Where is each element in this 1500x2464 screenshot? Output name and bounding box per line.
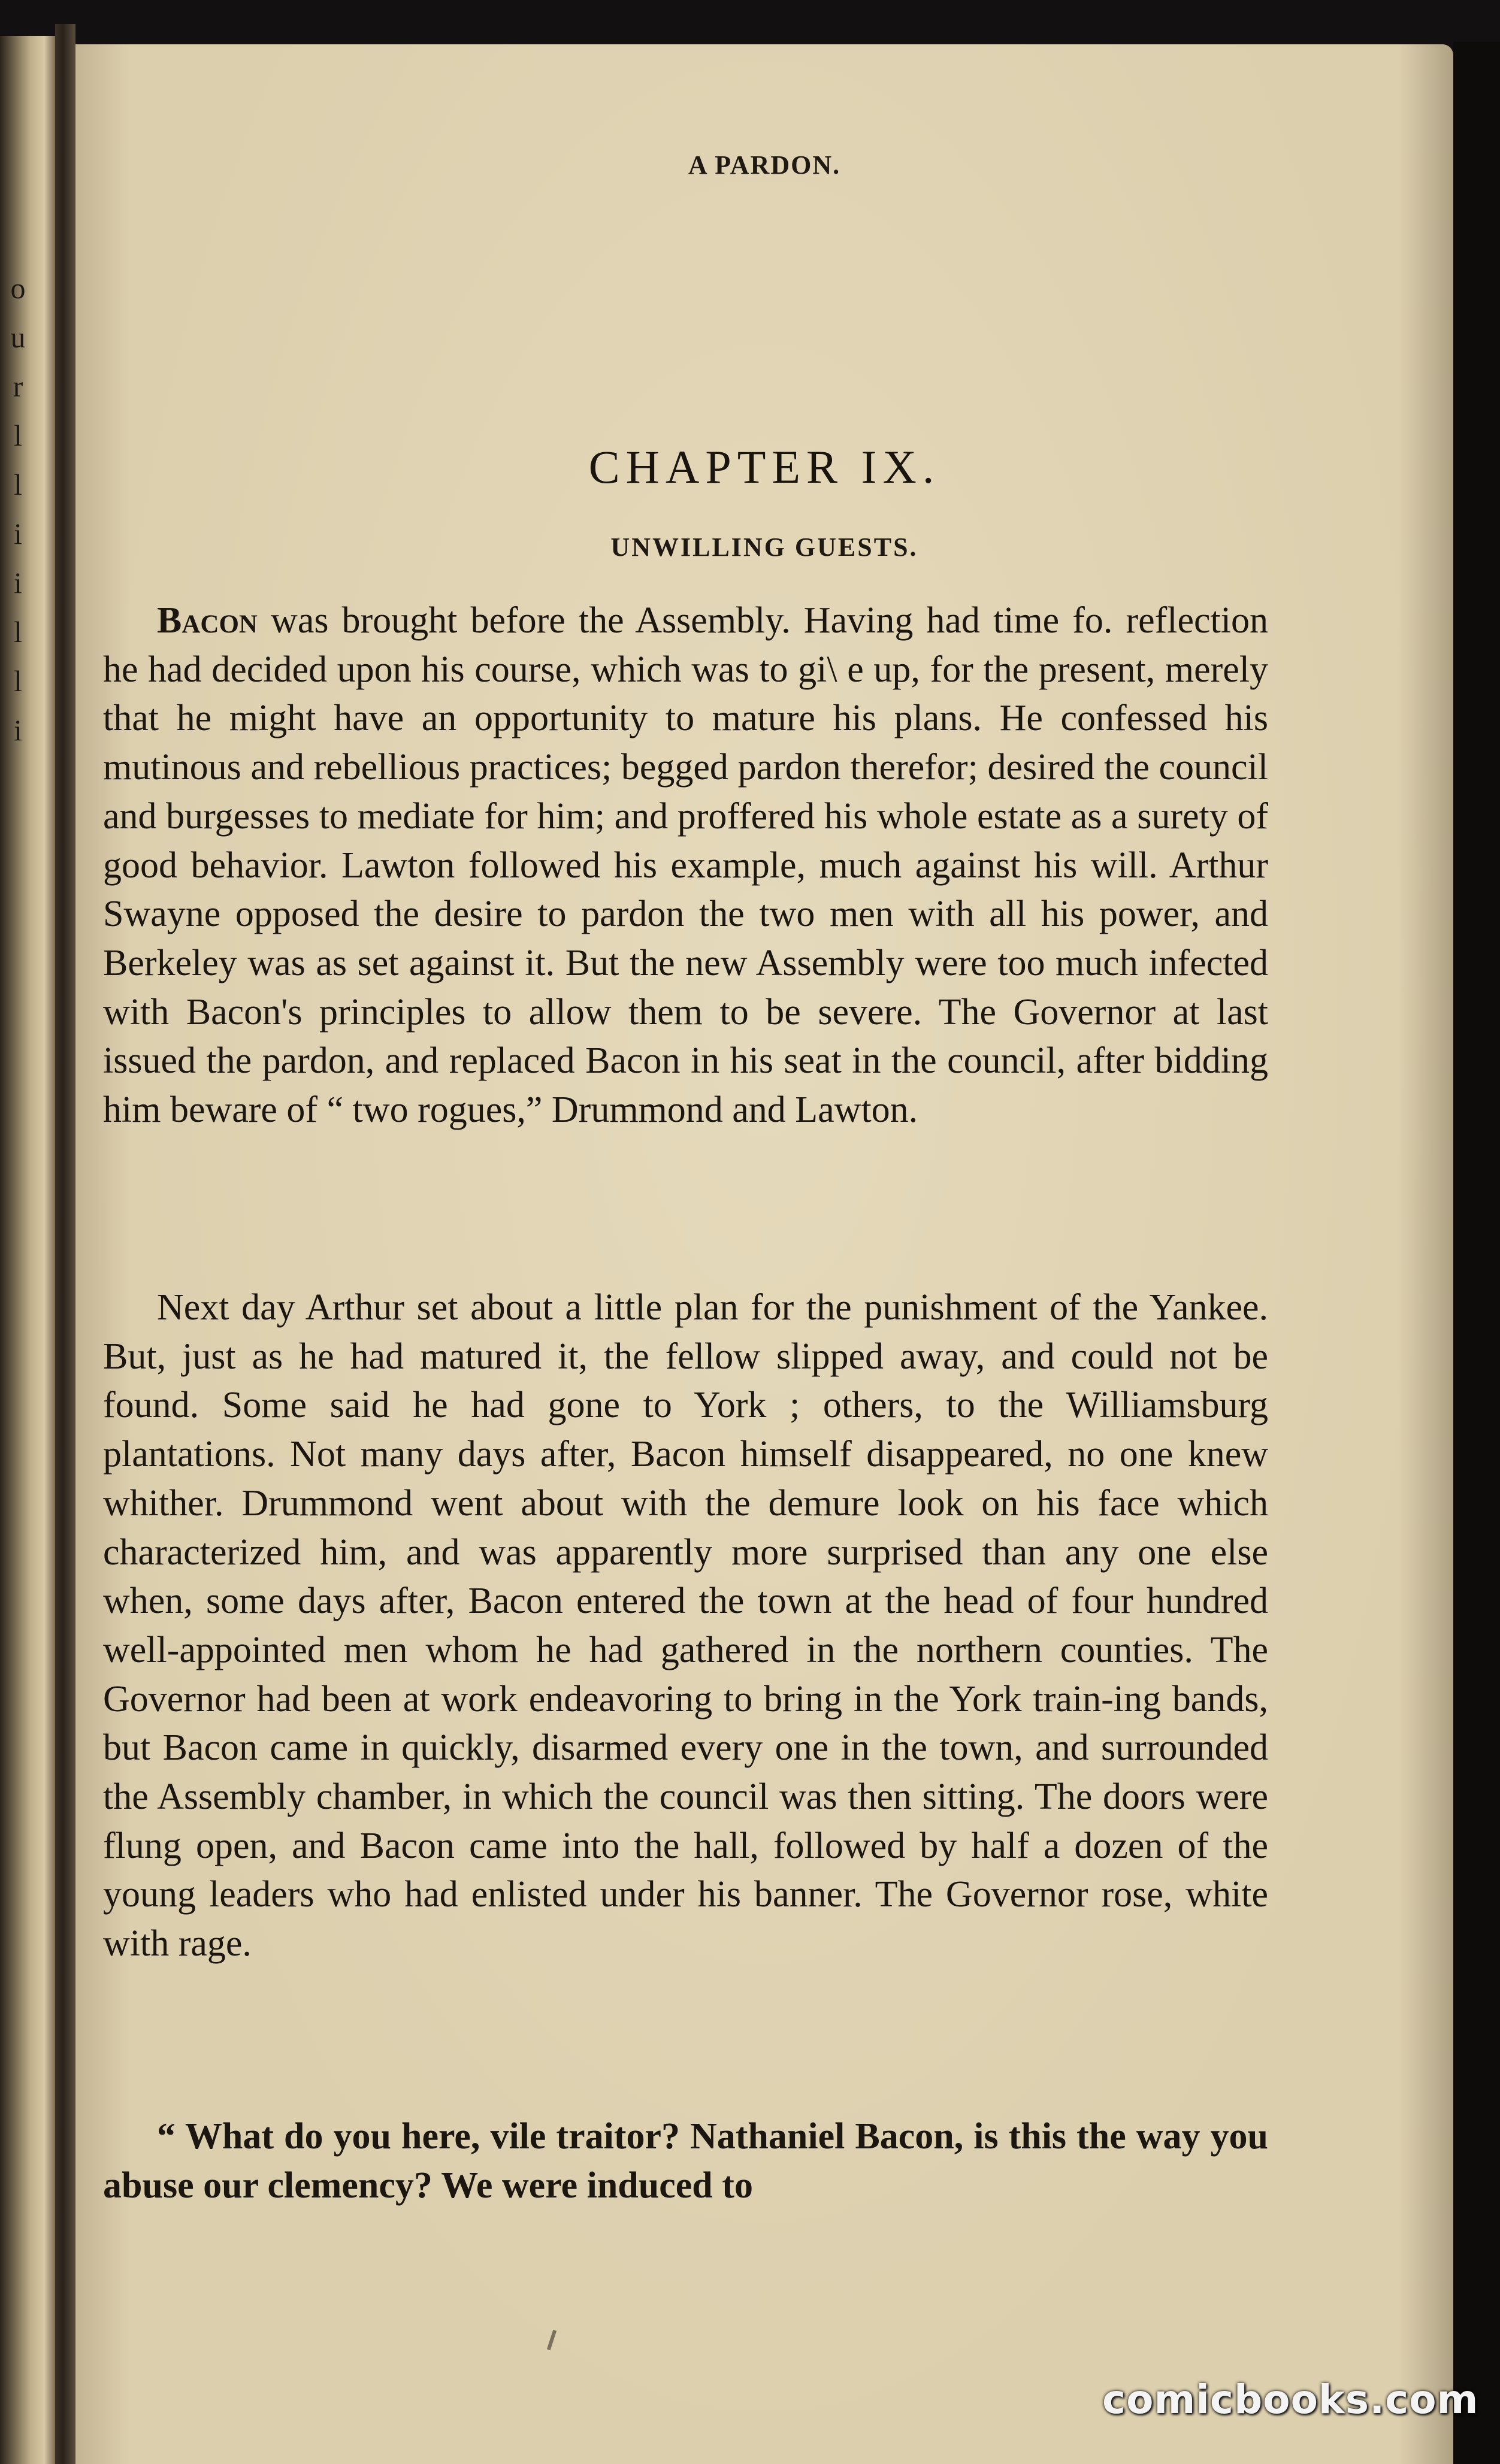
paragraph-text: was brought before the Assembly. Having had time fo. reflection he had decided upon his course, which was to gi\ e up, for the present, merely that he might have an opportunity to mature his plans. He confessed his mutinous and rebellious practices; begged pardon therefor; desired the council and burgesses to mediate for him; and proffered his whole estate as a surety of good behavior. Lawton followed his example, much against his will. Arthur Swayne opposed the desire to pardon the two men with all his power, and Berkeley was as set against it. But the new Assembly were too much infected with Bacon's principles to allow them to be severe. The Governor at last issued the pardon, and replaced Bacon in his seat in the council, after bidding him beware of “ two rogues,” Drummond and Lawton. [103, 600, 1268, 1131]
paragraph-text: “ What do you here, vile traitor? Nathaniel Bacon, is this the way you abuse our clemency? We were induced to [103, 2116, 1268, 2206]
book-page [75, 44, 1453, 2464]
book-gutter [55, 24, 75, 2464]
paragraph-text: Next day Arthur set about a little plan for the punishment of the Yankee. But, just as he had matured it, the fellow slipped away, and could not be found. Some said he had gone to York ; others, to the Williamsburg plantations. Not many days after, Bacon himself disappeared, no one knew whither. Drummond went about with the demure look on his face which characterized him, and was apparently more surprised than any one else when, some days after, Bacon entered the town at the head of four hundred well-appointed men whom he had gathered in the northern counties. The Governor had been at work endeavoring to bring in the York train-ing bands, but Bacon came in quickly, disarmed every one in the town, and surrounded the Assembly chamber, in which the council was then sitting. The doors were flung open, and Bacon came into the hall, followed by half a dozen of the young leaders who had enlisted under his banner. The Governor rose, white with rage. [103, 1287, 1268, 1964]
fragment-char: u [10, 320, 26, 354]
fragment-char: l [14, 664, 22, 698]
paragraph-2 [103, 1284, 1268, 1969]
fragment-char: i [14, 713, 22, 747]
fragment-char: l [14, 468, 22, 501]
page-right-edge [1453, 42, 1500, 2464]
fragment-char: o [10, 271, 26, 305]
running-header: A PARDON. [688, 150, 841, 180]
chapter-subtitle: UNWILLING GUESTS. [610, 532, 918, 562]
fragment-char: r [13, 370, 23, 403]
fragment-char: l [14, 615, 22, 649]
paragraph-1 [103, 597, 1268, 1135]
chapter-title: CHAPTER IX. [588, 441, 940, 493]
facing-page-fragment [0, 264, 36, 755]
fragment-char: i [14, 517, 22, 550]
fragment-char: i [14, 566, 22, 600]
fragment-char: l [14, 419, 22, 452]
paragraph-lead-word: Bacon [157, 600, 258, 641]
site-watermark: comicbooks.com [1102, 2377, 1479, 2423]
paragraph-3 [103, 2112, 1268, 2210]
